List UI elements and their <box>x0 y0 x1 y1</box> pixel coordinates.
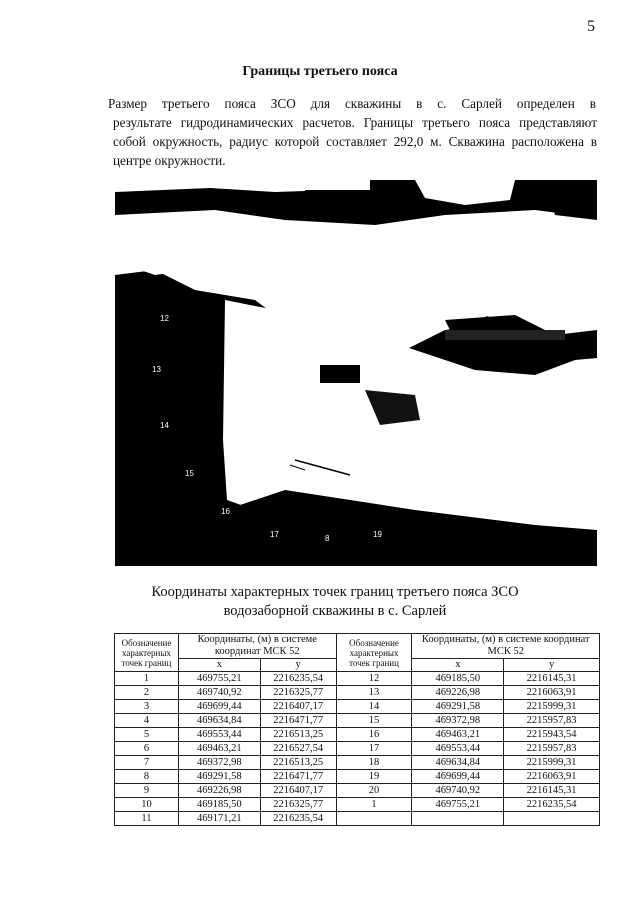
table-cell: 469755,21 <box>178 672 260 686</box>
table-cell: 1 <box>115 672 179 686</box>
table-cell: 5 <box>115 728 179 742</box>
table-cell: 469372,98 <box>412 714 504 728</box>
table-cell: 469740,92 <box>412 784 504 798</box>
table-cell: 469634,84 <box>178 714 260 728</box>
table-row <box>115 812 600 826</box>
table-cell: 2216145,31 <box>504 784 600 798</box>
table-row <box>115 714 600 728</box>
table-cell: 2216145,31 <box>504 672 600 686</box>
paragraph-line-1: Размер третьего пояса ЗСО для скважины в с. Сарлей определен в <box>108 96 596 111</box>
map-point-15: 15 <box>185 469 194 478</box>
table-cell: 2216063,91 <box>504 686 600 700</box>
table-cell: 2215999,31 <box>504 700 600 714</box>
table-cell: 2215957,83 <box>504 742 600 756</box>
caption-line-2: водозаборной скважины в с. Сарлей <box>223 603 447 619</box>
table-cell: 469372,98 <box>178 756 260 770</box>
table-cell <box>336 812 412 826</box>
header-x-left: х <box>178 659 260 672</box>
table-cell: 469740,92 <box>178 686 260 700</box>
table-cell: 2216325,77 <box>260 686 336 700</box>
header-y-right: у <box>504 659 600 672</box>
table-cell: 469185,50 <box>412 672 504 686</box>
table-cell: 469463,21 <box>178 742 260 756</box>
table-cell: 16 <box>336 728 412 742</box>
table-cell: 469291,58 <box>412 700 504 714</box>
table-cell: 8 <box>115 770 179 784</box>
table-cell: 14 <box>336 700 412 714</box>
map-point-19: 19 <box>373 530 382 539</box>
header-y-left: у <box>260 659 336 672</box>
table-cell: 2215957,83 <box>504 714 600 728</box>
table-row <box>115 784 600 798</box>
table-cell: 469699,44 <box>412 770 504 784</box>
table-cell: 17 <box>336 742 412 756</box>
table-cell: 9 <box>115 784 179 798</box>
table-cell: 12 <box>336 672 412 686</box>
table-cell: 2216407,17 <box>260 784 336 798</box>
table-row <box>115 798 600 812</box>
coordinates-table <box>114 633 600 826</box>
table-cell: 19 <box>336 770 412 784</box>
header-coords-right: Координаты, (м) в системе координат МСК 52 <box>412 634 600 659</box>
table-cell: 469291,58 <box>178 770 260 784</box>
table-cell: 469755,21 <box>412 798 504 812</box>
table-cell: 18 <box>336 756 412 770</box>
table-cell: 1 <box>336 798 412 812</box>
map-point-12: 12 <box>160 314 169 323</box>
table-cell: 3 <box>115 700 179 714</box>
table-cell: 469185,50 <box>178 798 260 812</box>
table-cell: 2216235,54 <box>260 672 336 686</box>
map-point-9: 9 <box>485 315 490 324</box>
map-point-13: 13 <box>152 365 161 374</box>
map-point-17: 17 <box>270 530 279 539</box>
table-cell: 469463,21 <box>412 728 504 742</box>
table-cell: 2216513,25 <box>260 728 336 742</box>
paragraph-line-4: центре окружности. <box>113 153 226 168</box>
table-row <box>115 770 600 784</box>
table-row <box>115 672 600 686</box>
header-point-right: Обозначение характерных точек границ <box>336 634 412 672</box>
table-cell: 13 <box>336 686 412 700</box>
map-point-10: 10 <box>185 267 194 276</box>
table-cell: 10 <box>115 798 179 812</box>
table-cell: 11 <box>115 812 179 826</box>
table-cell: 469226,98 <box>412 686 504 700</box>
map-point-8: 8 <box>325 534 330 543</box>
header-point-left: Обозначение характерных точек границ <box>115 634 179 672</box>
table-row <box>115 742 600 756</box>
table-cell: 2216235,54 <box>260 812 336 826</box>
table-cell: 2215943,54 <box>504 728 600 742</box>
table-cell: 4 <box>115 714 179 728</box>
table-cell: 469553,44 <box>178 728 260 742</box>
paragraph-line-3: собой окружность, радиус которой составляет 292,0 м. Скважина расположена в <box>113 134 597 149</box>
table-cell: 469226,98 <box>178 784 260 798</box>
table-cell: 2215999,31 <box>504 756 600 770</box>
table-row <box>115 686 600 700</box>
header-x-right: х <box>412 659 504 672</box>
table-cell: 469171,21 <box>178 812 260 826</box>
table-cell: 2216471,77 <box>260 714 336 728</box>
caption-line-1: Координаты характерных точек границ третьего пояса ЗСО <box>151 584 519 600</box>
table-row <box>115 728 600 742</box>
table-cell: 2216471,77 <box>260 770 336 784</box>
table-cell: 469553,44 <box>412 742 504 756</box>
map-point-14: 14 <box>160 421 169 430</box>
table-cell: 2 <box>115 686 179 700</box>
table-row <box>115 700 600 714</box>
table-cell: 2216235,54 <box>504 798 600 812</box>
satellite-map-image <box>115 180 597 566</box>
page-number: 5 <box>587 18 595 35</box>
table-cell: 2216325,77 <box>260 798 336 812</box>
table-cell: 469634,84 <box>412 756 504 770</box>
table-cell: 7 <box>115 756 179 770</box>
table-cell <box>412 812 504 826</box>
table-row <box>115 756 600 770</box>
table-cell: 2216063,91 <box>504 770 600 784</box>
header-coords-left: Координаты, (м) в системе координат МСК 52 <box>178 634 336 659</box>
table-caption <box>0 583 640 621</box>
table-cell: 20 <box>336 784 412 798</box>
table-cell: 2216513,25 <box>260 756 336 770</box>
section-heading: Границы третьего пояса <box>242 64 398 79</box>
table-cell: 15 <box>336 714 412 728</box>
table-cell: 2216407,17 <box>260 700 336 714</box>
table-cell: 2216527,54 <box>260 742 336 756</box>
paragraph-line-2: результате гидродинамических расчетов. Границы третьего пояса представляют <box>113 115 597 130</box>
table-cell <box>504 812 600 826</box>
table-cell: 469699,44 <box>178 700 260 714</box>
map-point-16: 16 <box>221 507 230 516</box>
table-cell: 6 <box>115 742 179 756</box>
